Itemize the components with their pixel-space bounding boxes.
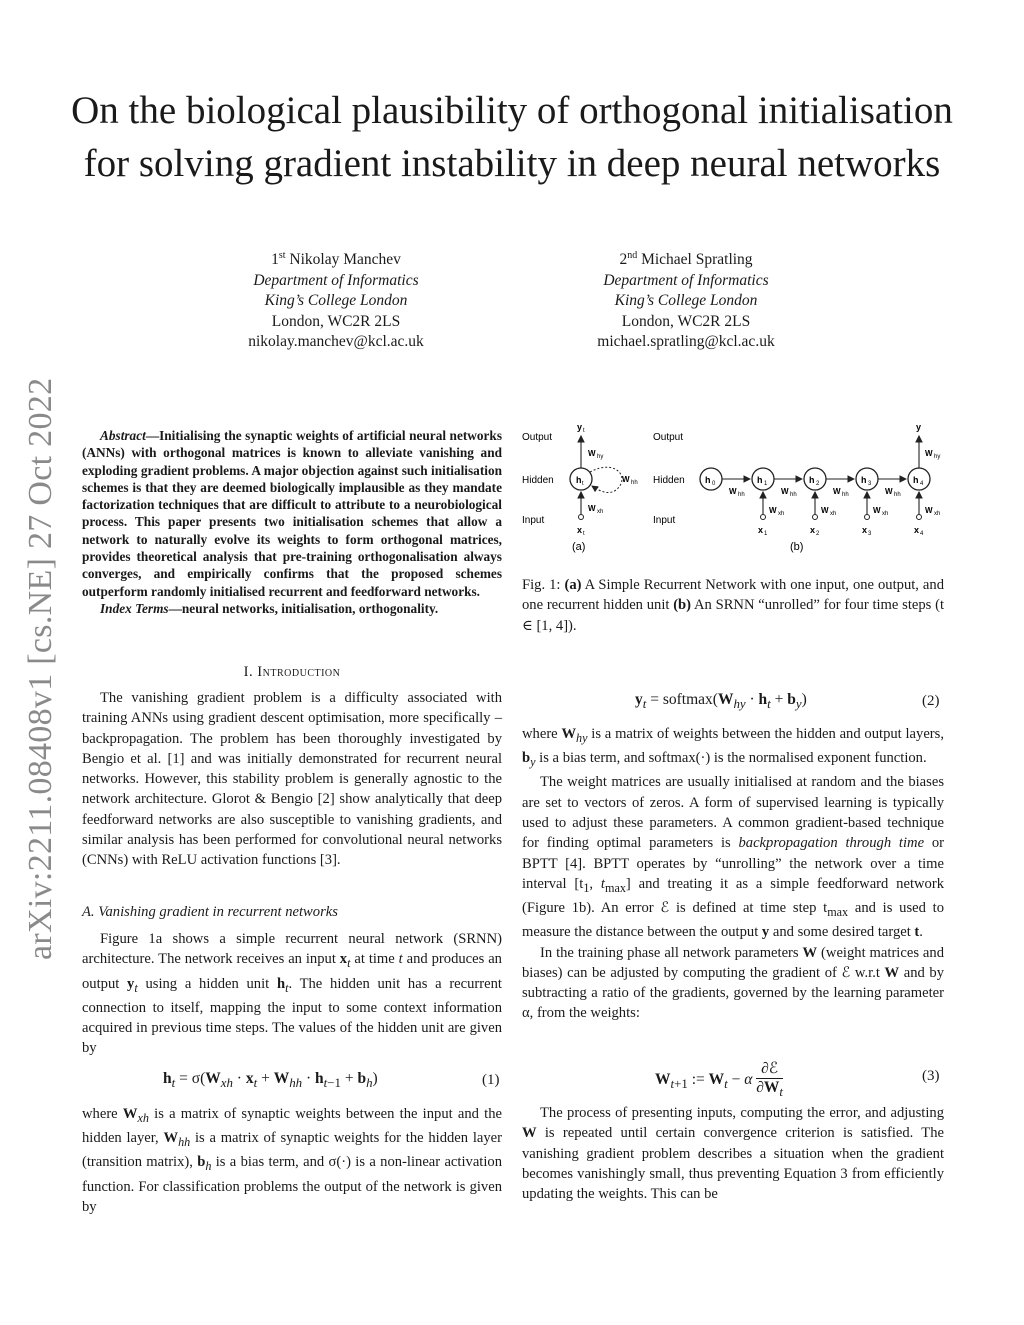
svg-text:xh: xh	[830, 511, 837, 517]
text-run: . The hidden unit has a recurrent connection to itself, mapping the input to some context information acquired in previous time steps. The values of the hidden unit are given by	[82, 975, 502, 1057]
author-1-inst: King’s College London	[264, 292, 408, 310]
equation-1-number: (1)	[482, 1072, 500, 1088]
svg-text:3: 3	[868, 531, 872, 537]
figure-1	[516, 418, 956, 558]
svg-text:W: W	[622, 475, 630, 484]
svg-text:W: W	[821, 506, 829, 515]
svg-text:1: 1	[764, 531, 768, 537]
equation-2-number: (2)	[922, 693, 940, 709]
equation-3-number: (3)	[922, 1068, 940, 1084]
text-run: and some desired target	[769, 924, 915, 941]
svg-text:0: 0	[712, 481, 716, 487]
author-1-email[interactable]: nikolay.manchev@kcl.ac.uk	[248, 333, 424, 351]
fig-label-input-a: Input	[522, 515, 545, 526]
fig-label-output-b: Output	[653, 432, 684, 443]
fig-label-input-b: Input	[653, 515, 676, 526]
svg-text:t: t	[583, 531, 585, 537]
svg-text:xh: xh	[778, 511, 785, 517]
paragraph-a1: Figure 1a shows a simple recurrent neural network (SRNN) architecture. The network receives an input $x_t$ at time t and produces an output $y_t$ using a hidden unit $h_t$. The hidden unit has a recurrent connection to itself, mapping the input to some context information acquired in previous time steps. The values of the hidden unit are given by	[82, 931, 502, 1057]
text-run: is a matrix of synaptic weights between the input and the hidden layer,	[82, 1106, 502, 1147]
svg-text:y: y	[577, 422, 583, 432]
svg-text:hh: hh	[842, 492, 849, 498]
svg-text:h: h	[705, 475, 711, 485]
svg-text:h: h	[757, 475, 763, 485]
fig-panel-a-label: (a)	[572, 541, 586, 553]
svg-text:t: t	[583, 428, 585, 434]
author-1-ordinal: 1	[271, 251, 279, 269]
fig-panel-a-graph	[570, 422, 638, 537]
text-run: (weight matrices and biases) can be adjusted by computing the gradient of ℰ w.r.t	[522, 944, 944, 981]
text-run: backpropagation through time	[738, 835, 925, 852]
author-2-ordinal-sup: nd	[627, 250, 638, 261]
text-run: where	[82, 1106, 123, 1122]
author-1	[176, 246, 496, 353]
paragraph-a2: where $W_{xh}$ is a matrix of synaptic weights between the input and the hidden layer, $W_{hh}$ is a matrix of synaptic weights for the hidden layer (transition matrix), $b_h$ is a bias term, and σ(·) is a non-linear activation function. For classification problems the output of the network is given by	[82, 1106, 502, 1215]
svg-text:xh: xh	[934, 511, 941, 517]
text-run: or BPTT [4]. BPTT operates by “unrolling” the network over a time interval [t	[522, 835, 944, 892]
svg-text:h: h	[861, 475, 867, 485]
svg-text:hh: hh	[790, 492, 797, 498]
svg-text:2: 2	[816, 531, 820, 537]
svg-text:2: 2	[816, 481, 820, 487]
svg-text:hy: hy	[934, 454, 941, 460]
text-run: The weight matrices are usually initialised at random and the biases are set to vectors of zeros. A form of supervised learning is typically used to adjust these parameters. A common gradient-based technique for finding optimal parameters is	[522, 774, 944, 852]
text-run: is a matrix of weights between the hidden and output layers,	[587, 726, 944, 742]
paragraph-b4: The process of presenting inputs, computing the error, and adjusting W is repeated until certain convergence criterion is satisfied. The vanishing gradient problem describes a situation when the gradient becomes vanishingly small, thus preventing Equation 3 from efficiently updating the weights. This can be	[522, 1105, 944, 1203]
fig-panel-b-graph	[700, 422, 940, 537]
fig-label-hidden-a: Hidden	[522, 475, 554, 486]
index-terms-text: —neural networks, initialisation, orthogonality.	[168, 600, 439, 616]
text-run: and by subtracting a ratio of the gradients, governed by the learning parameter α, from the weights:	[522, 964, 945, 1022]
author-2-dept: Department of Informatics	[603, 271, 769, 289]
text-run: using a hidden unit	[137, 975, 277, 992]
caption-a-label: (a)	[564, 577, 582, 593]
index-terms-label: Index Terms	[100, 600, 169, 616]
text-run: where	[522, 726, 562, 742]
author-1-name: Nikolay Manchev	[289, 251, 401, 269]
author-2-inst: King’s College London	[614, 292, 758, 310]
section-title: Introduction	[257, 664, 341, 680]
text-run: In the training phase all network parameters	[540, 944, 803, 961]
svg-text:3: 3	[868, 481, 872, 487]
caption-b-label: (b)	[673, 597, 692, 614]
text-run: and is used to measure the distance between the output	[522, 900, 944, 941]
svg-text:hh: hh	[738, 492, 745, 498]
arxiv-watermark: arXiv:2211.08408v1 [cs.NE] 27 Oct 2022	[22, 377, 59, 960]
author-2	[526, 246, 846, 353]
author-2-email[interactable]: michael.spratling@kcl.ac.uk	[597, 333, 775, 351]
caption-label: Fig. 1:	[522, 577, 561, 593]
text-run: The process of presenting inputs, computing the error, and adjusting	[540, 1105, 944, 1121]
text-run: and produces an output	[82, 951, 502, 992]
svg-text:W: W	[833, 487, 841, 496]
svg-text:x: x	[914, 525, 920, 535]
intro-text: The vanishing gradient problem is a difficulty associated with training ANNs using gradient descent optimisation, more specifically – backpropagation. The problem has been thoroughly investigated by Bengio et al. [1] and was initially demonstrated for recurrent neural networks. However, this stability problem is generally agnostic to the network architecture. Glorot & Bengio [2] show analytically that deep feedforward networks are also susceptible to vanishing gradients, and similar analysis has been performed for convolutional neural networks (CNNs) with ReLU activation functions [3].	[82, 690, 502, 869]
svg-text:W: W	[729, 487, 737, 496]
text-run: at time	[350, 951, 399, 968]
svg-text:t: t	[582, 481, 584, 487]
caption-b-text: An SRNN “unrolled” for four time steps (t ∈ [1, 4]).	[522, 597, 945, 634]
author-1-city: London, WC2R 2LS	[271, 312, 401, 330]
svg-text:W: W	[588, 504, 596, 513]
author-1-dept: Department of Informatics	[253, 271, 419, 289]
equation-2: $y_t$ = $softmax(W_{hy} \cdot h_t + b_y)$	[635, 691, 807, 712]
text-run: is a bias term, and softmax(·) is the normalised exponent function.	[535, 750, 927, 767]
text-run: is a matrix of synaptic weights for the hidden layer (transition matrix),	[82, 1130, 502, 1171]
subsection-heading: A. Vanishing gradient in recurrent networks	[82, 904, 338, 920]
svg-text:xh: xh	[597, 509, 604, 515]
svg-text:4: 4	[920, 481, 924, 487]
svg-text:x: x	[577, 525, 583, 535]
svg-text:W: W	[925, 449, 933, 458]
text-run: is repeated until certain convergence criterion is satisfied. The vanishing gradient problem describes a situation when the gradient becomes vanishingly small, thus preventing Equation 3 from efficiently updating the weights. This can be	[522, 1125, 944, 1203]
svg-text:x: x	[758, 525, 764, 535]
svg-text:hh: hh	[631, 480, 638, 486]
author-1-ordinal-sup: st	[278, 250, 286, 261]
svg-text:hh: hh	[894, 492, 901, 498]
svg-text:hy: hy	[597, 454, 604, 460]
svg-text:W: W	[873, 506, 881, 515]
svg-text:W: W	[885, 487, 893, 496]
text-run: .	[919, 924, 923, 941]
paper-title: On the biological plausibility of orthogonal initialisation for solving gradient instability in deep neural networks	[71, 89, 953, 185]
svg-text:W: W	[781, 487, 789, 496]
author-2-city: London, WC2R 2LS	[621, 312, 751, 330]
svg-text:h: h	[913, 475, 919, 485]
abstract	[82, 427, 502, 617]
svg-text:W: W	[769, 506, 777, 515]
abstract-text: —Initialising the synaptic weights of artificial neural networks (ANNs) with orthogonal matrices is known to alleviate vanishing and exploding gradient problems. A major objection against such initialisation schemes is that they are deemed biologically implausible as they mandate factorization techniques that are difficult to attribute to a neurobiological process. This paper presents two initialisation schemes that allow a network to naturally evolve its weights to form orthogonal matrices, provides theoretical analysis that pre-training orthogonalisation always converges, and empirically confirms that the proposed schemes outperform randomly initialised recurrent and feedforward networks.	[82, 428, 502, 599]
svg-text:x: x	[862, 525, 868, 535]
text-run: ] and treating it as a simple feedforward network (Figure 1b). An error ℰ is defined at time step t	[522, 875, 944, 917]
svg-text:W: W	[925, 506, 933, 515]
svg-text:h: h	[576, 475, 582, 485]
author-2-ordinal: 2	[619, 251, 628, 269]
svg-text:y: y	[916, 422, 922, 432]
svg-text:1: 1	[764, 481, 768, 487]
fig-label-output-a: Output	[522, 432, 553, 443]
fig-panel-b-label: (b)	[790, 541, 804, 553]
text-run: is a bias term, and σ(·) is a non-linear activation function. For classification problems the output of the network is given by	[82, 1154, 502, 1215]
section-heading-introduction	[82, 664, 502, 681]
svg-text:W: W	[588, 449, 596, 458]
intro-paragraph	[82, 688, 502, 871]
svg-text:4: 4	[920, 531, 924, 537]
fig-label-hidden-b: Hidden	[653, 475, 685, 486]
caption-a-text: A Simple Recurrent Network with one input, one output, and one recurrent hidden unit	[522, 577, 944, 614]
svg-text:x: x	[810, 525, 816, 535]
section-number: I.	[243, 664, 254, 680]
author-2-name: Michael Spratling	[641, 251, 753, 269]
equation-1: $h_t = \sigma(W_{xh} \cdot x_t + W_{hh} \cdot h_{t-1} + b_h)$	[163, 1070, 378, 1091]
equation-3: $W_{t+1}$ := $W_t - \alpha$ ∂ℰ $\partial W_t$	[655, 1060, 784, 1100]
paragraph-b1: where $W_{hy}$ is a matrix of weights between the hidden and output layers, $b_y$ is a bias term, and softmax(·) is the normalised exponent function. The weight matrices are usually initialised at random and the biases are set to vectors of zeros. A form of supervised learning is typically used to adjust these parameters. A common gradient-based technique for finding optimal parameters is backpropagation through time or BPTT [4]. BPTT operates by “unrolling” the network over a time interval [$t_1$, $t_{max}$] and treating it as a simple feedforward network (Figure 1b). An error ℰ is defined at time step $t_{max}$ and is used to measure the distance between the output y and some desired target t. In the training phase all network parameters W (weight matrices and biases) can be adjusted by computing the gradient of ℰ w.r.t W and by subtracting a ratio of the gradients, governed by the learning parameter α, from the weights:	[522, 726, 945, 1022]
svg-text:h: h	[809, 475, 815, 485]
figure-1-caption	[522, 575, 944, 636]
svg-text:xh: xh	[882, 511, 889, 517]
text-run: Figure 1a shows a simple recurrent neural network (SRNN) architecture. The network receives an input	[82, 931, 502, 968]
abstract-label: Abstract	[100, 428, 146, 443]
